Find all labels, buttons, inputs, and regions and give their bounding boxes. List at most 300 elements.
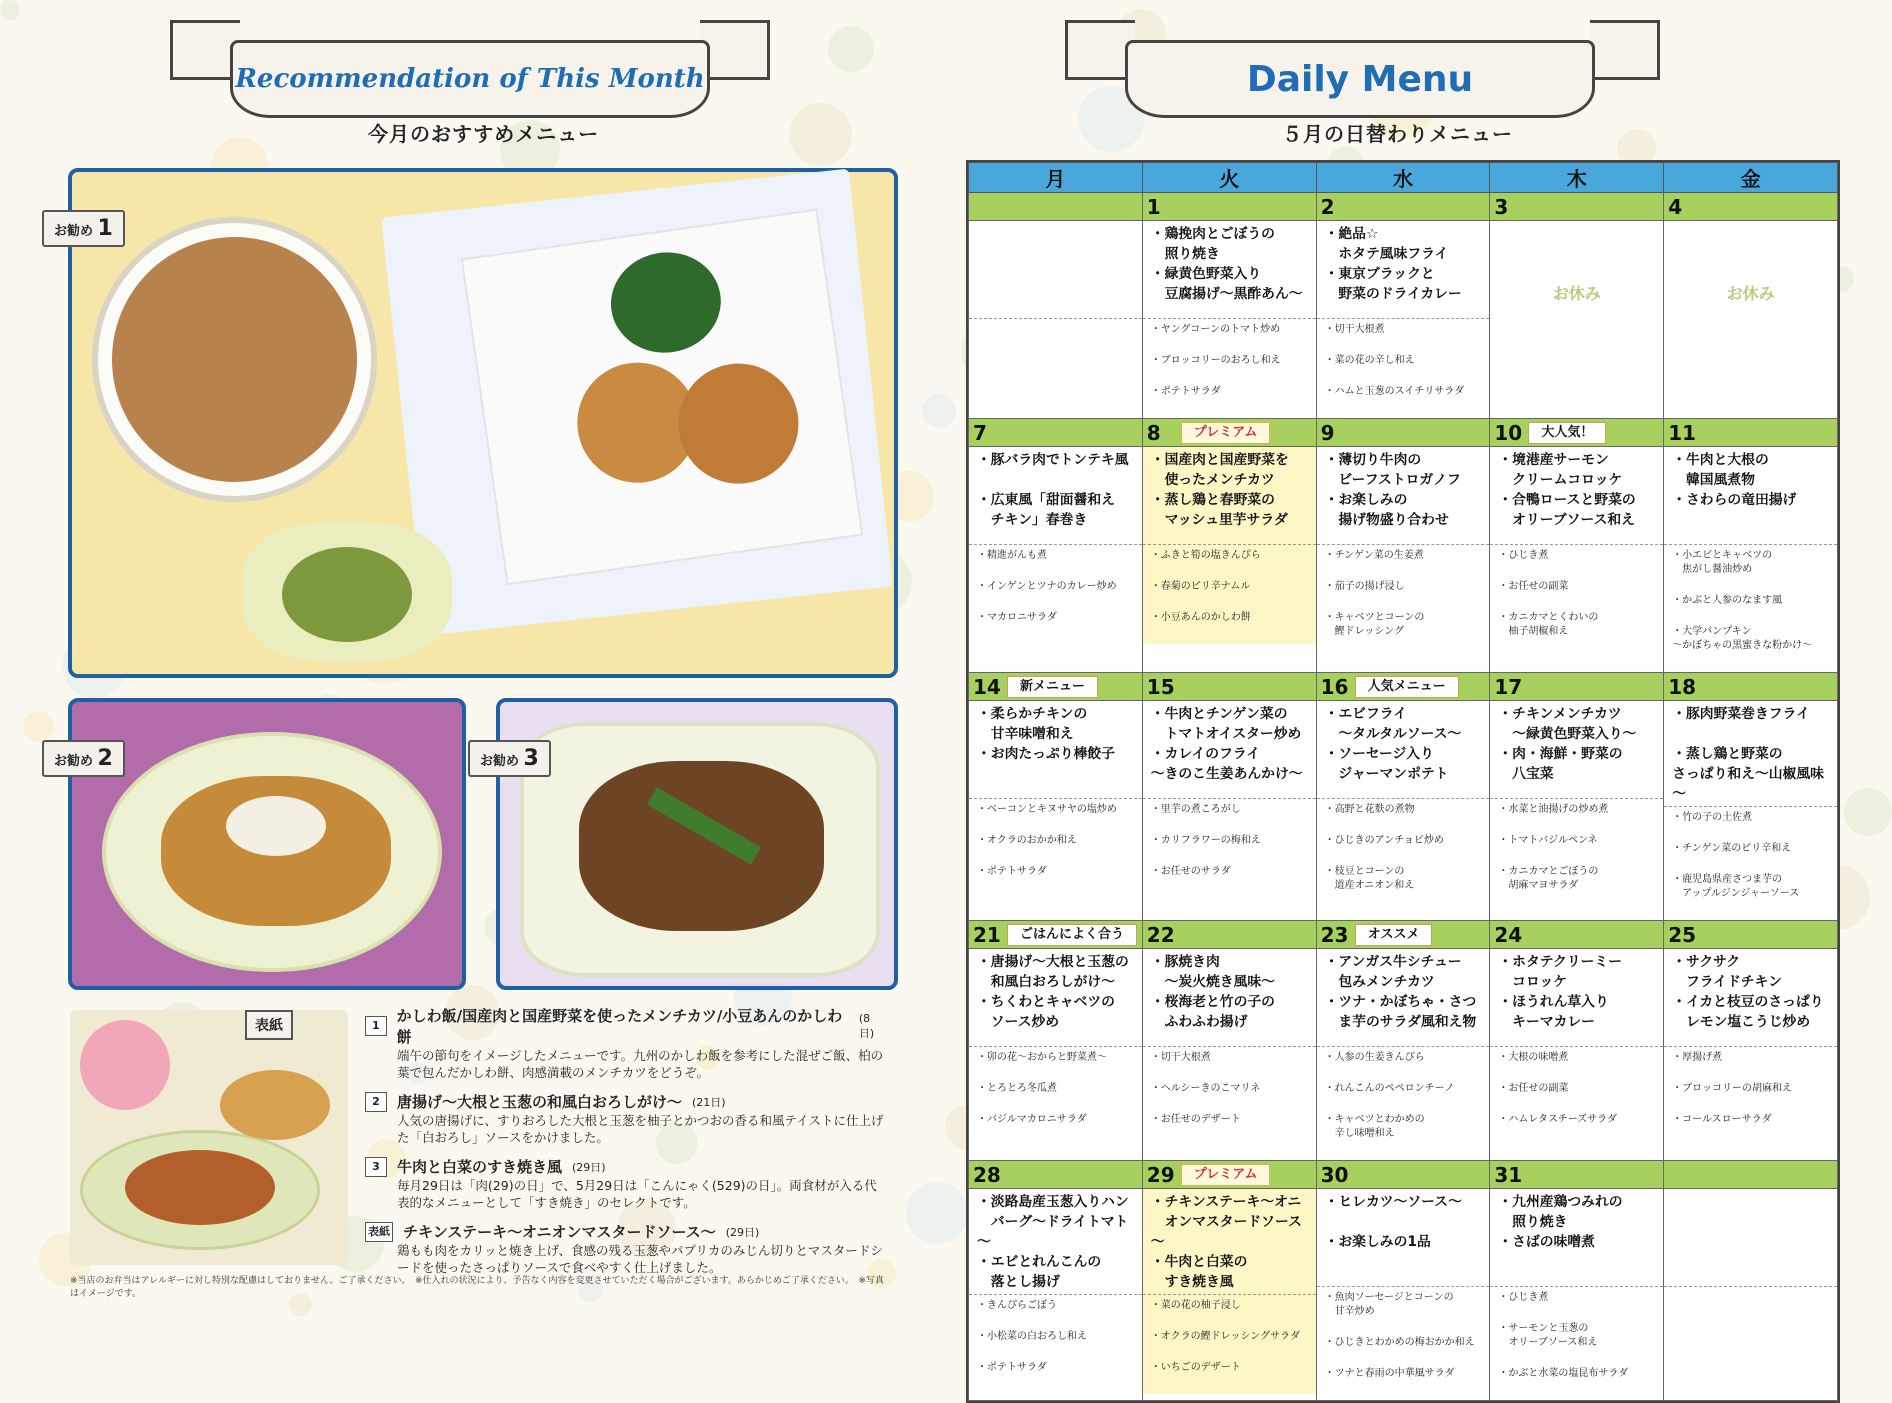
- main-dish-line: ～タルタルソース～: [1324, 726, 1462, 742]
- main-dish-line: ま芋のサラダ風和え物: [1324, 1014, 1477, 1030]
- photo-recommend-1: [68, 168, 898, 678]
- footnote: ※当店のお弁当はアレルギーに対し特別な配慮はしておりません。ご了承ください。 ※仕入れの状況により、予告なく内容を変更させていただく場合がございます。あらかじめご了承ください。 ※写真はイメージです。: [70, 1276, 884, 1299]
- day-header: [1143, 1161, 1316, 1189]
- main-dish-line: さっぱり和え～山椒風味～: [1672, 766, 1824, 802]
- closed-label: お休み: [1726, 284, 1775, 303]
- left-page: [0, 0, 940, 1330]
- day-number: 16: [1320, 675, 1349, 699]
- day-number: 30: [1320, 1163, 1349, 1187]
- day-badge: オススメ: [1355, 924, 1433, 946]
- calendar-day-cell: [969, 419, 1143, 673]
- side-dish-line: ・ひじきとわかめの梅おかか和え: [1324, 1337, 1475, 1348]
- main-dish-line: ・牛肉と大根の: [1672, 452, 1769, 468]
- main-dish-line: 照り焼き: [1498, 1214, 1568, 1230]
- side-dish-line: ・インゲンとツナのカレー炒め: [977, 581, 1117, 592]
- day-header: [1490, 419, 1663, 447]
- main-dish-line: ・柔らかチキンの: [977, 706, 1088, 722]
- day-header: [1664, 673, 1837, 701]
- calendar-day-cell: [1664, 1161, 1838, 1401]
- tag-recommend-3: お勧め 3: [468, 740, 551, 777]
- main-dishes: [1143, 949, 1316, 1047]
- description-date: (8日): [858, 1011, 875, 1040]
- main-dishes: [969, 447, 1142, 545]
- side-dish-line: ・ヘルシーきのこマリネ: [1150, 1083, 1261, 1094]
- day-number: 24: [1494, 923, 1523, 947]
- calendar-day-cell: [1142, 419, 1316, 673]
- side-dish-line: ・キャベツとわかめの 辛し味噌和え: [1324, 1114, 1425, 1139]
- description-text: 端午の節句をイメージしたメニューです。九州のかしわ飯を参考にした混ぜご飯、柏の葉で包んだかしわ餅、肉感満載のメンチカツをどうぞ。: [397, 1048, 884, 1080]
- side-dish-line: ・カニカマとくわいの 柚子胡椒和え: [1498, 612, 1599, 637]
- daily-menu-banner: [1125, 40, 1595, 118]
- main-dishes: [969, 1189, 1142, 1295]
- side-dishes: [969, 1047, 1142, 1146]
- day-badge: 人気メニュー: [1355, 676, 1459, 698]
- side-dish-line: ・切干大根煮: [1150, 1052, 1211, 1063]
- main-dish-line: ・カレイのフライ: [1150, 746, 1261, 762]
- side-dishes: [1317, 1047, 1490, 1160]
- main-dish-line: 韓国風煮物: [1672, 472, 1755, 488]
- side-dish-line: ・ハムと玉葱のスイチリサラダ: [1324, 386, 1465, 397]
- day-badge: ごはんによく合う: [1007, 924, 1137, 946]
- main-dishes: [1143, 221, 1316, 319]
- side-dishes: [1317, 545, 1490, 658]
- main-dish-line: ・鶏挽肉とごぼうの: [1150, 226, 1275, 242]
- side-dish-line: ・ハムレタスチーズサラダ: [1498, 1114, 1617, 1125]
- main-dishes: [1664, 447, 1837, 545]
- side-dish-line: ・チンゲン菜の生姜煮: [1324, 550, 1424, 561]
- side-dish-line: ・菜の花の柚子浸し: [1150, 1300, 1241, 1311]
- main-dish-line: マッシュ里芋サラダ: [1150, 512, 1288, 528]
- side-dish-line: ・厚揚げ煮: [1672, 1052, 1723, 1063]
- karaage-plate: [102, 732, 442, 972]
- main-dishes: [1490, 1189, 1663, 1287]
- side-dish-line: ・大学パンプキン ～かぼちゃの黒蜜きな粉かけ～: [1672, 626, 1813, 651]
- side-dish-line: ・小エビとキャベツの 焦がし醤油炒め: [1672, 550, 1773, 575]
- side-dish-line: ・高野と花麩の煮物: [1324, 804, 1415, 815]
- main-dishes: [1490, 949, 1663, 1047]
- description-item: [365, 1005, 885, 1081]
- main-dish-line: ・薄切り牛肉の: [1324, 452, 1422, 468]
- main-dish-line: ・蒸し鶏と春野菜の: [1150, 492, 1275, 508]
- recommendation-subtitle: 今月のおすすめメニュー: [368, 122, 600, 146]
- side-dish-line: ・いちごのデザート: [1150, 1362, 1241, 1373]
- day-number: 22: [1146, 923, 1175, 947]
- calendar-day-cell: [1490, 1161, 1664, 1401]
- weekday-header: 月: [969, 163, 1143, 193]
- main-dish-line: 使ったメンチカツ: [1150, 472, 1275, 488]
- day-header: [1317, 419, 1490, 447]
- day-number: 15: [1146, 675, 1175, 699]
- main-dish-line: [977, 470, 1138, 490]
- main-dishes: [1317, 701, 1490, 799]
- side-dishes: [1664, 1287, 1837, 1293]
- tag-recommend-2: お勧め 2: [42, 740, 125, 777]
- description-item: [365, 1221, 885, 1276]
- day-number: 2: [1320, 195, 1335, 219]
- calendar-week-row: [969, 673, 1838, 921]
- weekday-header: 水: [1316, 163, 1490, 193]
- day-number: 11: [1668, 421, 1697, 445]
- calendar-day-cell: [1664, 193, 1838, 419]
- menu-calendar: [966, 160, 1840, 1403]
- day-header: [969, 193, 1142, 221]
- day-number: 1: [1146, 195, 1161, 219]
- description-date: (29日): [725, 1225, 760, 1239]
- calendar-day-cell: [1664, 921, 1838, 1161]
- side-dishes: [1490, 545, 1663, 658]
- calendar-day-cell: [1664, 673, 1838, 921]
- side-dish-line: ・カニカマとごぼうの 胡麻マヨサラダ: [1498, 866, 1599, 891]
- day-number: 9: [1320, 421, 1335, 445]
- side-dish-line: ・オクラのおかか和え: [977, 835, 1077, 846]
- main-dish-line: ・チキンメンチカツ: [1498, 706, 1622, 722]
- side-dish-line: ・トマトバジルペンネ: [1498, 835, 1598, 846]
- main-dish-line: ・お楽しみの1品: [1324, 1234, 1431, 1250]
- day-header: [1664, 419, 1837, 447]
- main-dishes: [1490, 701, 1663, 799]
- side-dish-line: ・ふきと筍の塩きんぴら: [1150, 550, 1261, 561]
- description-date: (29日): [572, 1160, 606, 1174]
- side-dish-line: ・かぶと水菜の塩昆布サラダ: [1498, 1368, 1629, 1379]
- day-header: [1143, 419, 1316, 447]
- day-header: [1664, 921, 1837, 949]
- day-number: 4: [1668, 195, 1683, 219]
- side-dish-line: ・里芋の煮ころがし: [1150, 804, 1241, 815]
- main-dish-line: オリーブソース和え: [1498, 512, 1635, 528]
- side-dishes: [1664, 545, 1837, 672]
- main-dish-line: 揚げ物盛り合わせ: [1324, 512, 1449, 528]
- main-dish-line: ビーフストロガノフ: [1324, 472, 1461, 488]
- calendar-day-cell: [1316, 1161, 1490, 1401]
- main-dish-line: ・エビとれんこんの: [977, 1254, 1102, 1270]
- main-dish-line: ・お肉たっぷり棒餃子: [977, 746, 1115, 762]
- calendar-day-cell: [1490, 673, 1664, 921]
- recommendation-banner-title: Recommendation of This Month: [235, 64, 705, 94]
- banner-ribbon-end-right: [1590, 20, 1660, 80]
- main-dish-line: ・イカと枝豆のさっぱり: [1672, 994, 1824, 1010]
- side-dish-line: ・ベーコンとキヌサヤの塩炒め: [977, 804, 1117, 815]
- description-title: かしわ飯/国産肉と国産野菜を使ったメンチカツ/小豆あんのかしわ餅: [396, 1007, 843, 1046]
- side-dish-line: ・春菊のピリ辛ナムル: [1150, 581, 1251, 592]
- main-dish-line: ・合鴨ロースと野菜の: [1498, 492, 1636, 508]
- main-dishes: [1317, 1189, 1490, 1287]
- side-dish-line: ・ポテトサラダ: [977, 866, 1047, 877]
- calendar-week-row: [969, 1161, 1838, 1401]
- side-dish-line: ・人参の生姜きんぴら: [1324, 1052, 1425, 1063]
- calendar-day-cell: [1142, 193, 1316, 419]
- main-dish-line: 照り焼き: [1150, 246, 1220, 262]
- day-number: 17: [1494, 675, 1523, 699]
- main-dish-line: ・ツナ・かぼちゃ・さつ: [1324, 994, 1477, 1010]
- day-header: [1664, 193, 1837, 221]
- tag-recommend-1: お勧め 1: [42, 210, 125, 247]
- main-dish-line: [1498, 1252, 1659, 1272]
- description-number: 3: [365, 1157, 387, 1177]
- side-dish-line: ・マカロニサラダ: [977, 612, 1057, 623]
- day-number: 10: [1494, 421, 1523, 445]
- main-dish-line: 甘辛味噌和え: [977, 726, 1074, 742]
- day-header: [1143, 193, 1316, 221]
- main-dishes: [969, 221, 1142, 319]
- day-number: 8: [1146, 421, 1161, 445]
- recommendation-banner: [230, 40, 710, 118]
- main-dish-line: ・サクサク: [1672, 954, 1741, 970]
- main-dishes: [1664, 1189, 1837, 1287]
- day-header: [1143, 673, 1316, 701]
- side-dish-line: ・れんこんのペペロンチーノ: [1324, 1083, 1455, 1094]
- side-dish-line: ・切干大根煮: [1324, 324, 1385, 335]
- main-dish-line: コロッケ: [1498, 974, 1568, 990]
- main-dish-line: 八宝菜: [1498, 766, 1554, 782]
- main-dish-line: ・ほうれん草入り: [1498, 994, 1609, 1010]
- day-number: 31: [1494, 1163, 1523, 1187]
- main-dish-line: [1325, 1252, 1486, 1272]
- main-dishes: [1317, 447, 1490, 545]
- main-dish-line: ・エビフライ: [1324, 706, 1407, 722]
- side-dishes: [1317, 799, 1490, 912]
- side-dish-line: ・鹿児島県産さつま芋の アップルジンジャーソース: [1672, 874, 1800, 899]
- day-number: 14: [973, 675, 1001, 699]
- side-dish-line: ・小松菜の白おろし和え: [977, 1331, 1087, 1342]
- day-header: [1490, 921, 1663, 949]
- day-number: 28: [973, 1163, 1001, 1187]
- side-dishes: [1317, 1287, 1490, 1400]
- description-item: [365, 1091, 885, 1146]
- main-dish-line: 和風白おろしがけ～: [977, 974, 1115, 990]
- main-dish-line: [1672, 724, 1833, 744]
- main-dish-line: ・淡路島産玉葱入りハン: [977, 1194, 1129, 1210]
- side-dish-line: ・水菜と油揚げの炒め煮: [1498, 804, 1609, 815]
- day-header: [1143, 921, 1316, 949]
- main-dish-line: ・東京ブラックと: [1324, 266, 1435, 282]
- calendar-day-cell: [1142, 921, 1316, 1161]
- main-dishes: [1143, 701, 1316, 799]
- day-header: [969, 673, 1142, 701]
- main-dishes: [1317, 949, 1490, 1047]
- side-dish-line: ・小豆あんのかしわ餅: [1150, 612, 1251, 623]
- side-dish-line: ・菜の花の辛し和え: [1324, 355, 1415, 366]
- main-dishes: [969, 949, 1142, 1047]
- side-dishes: [1490, 1047, 1663, 1146]
- side-dish-line: ・お任せの副菜: [1498, 581, 1569, 592]
- side-dish-line: ・カリフラワーの梅和え: [1150, 835, 1261, 846]
- day-header: [1490, 193, 1663, 221]
- side-dish-line: ・ヤングコーンのトマト炒め: [1150, 324, 1281, 335]
- side-dish-line: ・ブロッコリーの胡麻和え: [1672, 1083, 1792, 1094]
- description-number: 表紙: [365, 1222, 393, 1242]
- side-dish-line: ・大根の味噌煮: [1498, 1052, 1569, 1063]
- main-dish-line: ・豚肉野菜巻きフライ: [1672, 706, 1810, 722]
- side-dish-line: ・ポテトサラダ: [1150, 386, 1221, 397]
- day-header: [969, 419, 1142, 447]
- main-dish-line: ・国産肉と国産野菜を: [1150, 452, 1289, 468]
- side-dish-line: ・卯の花～おからと野菜煮～: [977, 1052, 1107, 1063]
- day-number: 18: [1668, 675, 1697, 699]
- main-dish-line: ソース炒め: [977, 1014, 1060, 1030]
- side-dish-line: ・キャベツとコーンの 鰹ドレッシング: [1324, 612, 1425, 637]
- day-badge: 新メニュー: [1007, 676, 1098, 698]
- main-dish-line: 野菜のドライカレー: [1324, 286, 1462, 302]
- main-dishes: [1664, 701, 1837, 807]
- day-header: [1664, 1161, 1837, 1189]
- side-dishes: [1490, 1287, 1663, 1400]
- side-dishes: [1143, 319, 1316, 418]
- main-dish-line: [1672, 510, 1833, 530]
- side-dish-line: ・かぶと人参のなます風: [1672, 595, 1783, 606]
- main-dish-line: すき焼き風: [1150, 1274, 1234, 1290]
- main-dish-line: [1325, 1212, 1486, 1232]
- side-dishes: [1490, 799, 1663, 912]
- description-number: 2: [365, 1092, 387, 1112]
- calendar-week-row: [969, 921, 1838, 1161]
- side-dish-line: ・ひじきのアンチョビ炒め: [1324, 835, 1444, 846]
- day-number: 21: [973, 923, 1001, 947]
- photo-recommend-2: [68, 698, 466, 990]
- day-header: [1317, 193, 1490, 221]
- main-dish-line: ・九州産鶏つみれの: [1498, 1194, 1623, 1210]
- day-number: 7: [973, 421, 987, 445]
- calendar-day-cell: [969, 673, 1143, 921]
- main-dish-line: トマトオイスター炒め: [1150, 726, 1302, 742]
- main-dish-line: ・緑黄色野菜入り: [1150, 266, 1262, 282]
- side-dishes: [969, 1295, 1142, 1394]
- calendar-day-cell: [1490, 419, 1664, 673]
- day-header: [969, 1161, 1142, 1189]
- main-dish-line: ・チキンステーキ～オニ: [1150, 1194, 1302, 1210]
- main-dish-line: ふわふわ揚げ: [1150, 1014, 1248, 1030]
- side-dish-line: ・きんぴらごぼう: [977, 1300, 1057, 1311]
- description-date: (21日): [692, 1095, 726, 1109]
- description-text: 人気の唐揚げに、すりおろした大根と玉葱を柚子とかつおの香る和風テイストに仕上げた「白おろし」ソースをかけました。: [397, 1113, 884, 1145]
- weekday-header-row: [969, 163, 1838, 193]
- day-header: [1317, 921, 1490, 949]
- side-dish-line: ・ブロッコリーのおろし和え: [1150, 355, 1281, 366]
- side-dish-line: ・お任せの副菜: [1498, 1083, 1569, 1094]
- main-dish-line: ジャーマンポテト: [1324, 766, 1449, 782]
- side-dishes: [1664, 807, 1837, 920]
- day-badge: プレミアム: [1181, 1164, 1271, 1186]
- main-dish-line: ～きのこ生姜あんかけ～: [1150, 766, 1303, 782]
- main-dishes: [1664, 949, 1837, 1047]
- day-header: [1490, 673, 1663, 701]
- kashiwa-mochi-dish: [242, 522, 452, 662]
- white-plate: [461, 209, 863, 586]
- side-dishes: [1664, 1047, 1837, 1146]
- main-dish-line: ・広東風「甜面醤和え: [977, 492, 1115, 508]
- side-dishes: [1143, 799, 1316, 898]
- calendar-day-cell: [1490, 921, 1664, 1161]
- side-dish-line: ・お任せのサラダ: [1150, 866, 1231, 877]
- calendar-day-cell: [969, 193, 1143, 419]
- side-dish-line: ・とろとろ冬瓜煮: [977, 1083, 1057, 1094]
- calendar-day-cell: [1664, 419, 1838, 673]
- weekday-header: 木: [1490, 163, 1664, 193]
- side-dishes: [969, 545, 1142, 644]
- main-dish-line: ・牛肉とチンゲン菜の: [1150, 706, 1288, 722]
- weekday-header: 金: [1664, 163, 1838, 193]
- side-dishes: [1143, 545, 1316, 644]
- recommendation-descriptions: [365, 1005, 885, 1286]
- calendar-day-cell: [1142, 1161, 1316, 1401]
- description-item: [365, 1156, 885, 1211]
- main-dish-line: クリームコロッケ: [1498, 472, 1623, 488]
- description-title: チキンステーキ～オニオンマスタードソース～: [403, 1223, 716, 1241]
- main-dish-line: ・さわらの竜田揚げ: [1672, 492, 1797, 508]
- side-dish-line: ・ツナと春雨の中華風サラダ: [1324, 1368, 1455, 1379]
- main-dish-line: ・さばの味噌煮: [1498, 1234, 1595, 1250]
- description-text: 毎月29日は「肉(29)の日」で、5月29日は「こんにゃく(529)の日」。両食材が入る代表的なメニューとして「すき焼き」のセレクトです。: [397, 1178, 877, 1210]
- day-header: [1317, 1161, 1490, 1189]
- banner-ribbon-end-right: [700, 20, 770, 80]
- calendar-day-cell: [1316, 419, 1490, 673]
- side-dishes: [969, 799, 1142, 898]
- main-dish-line: ・唐揚げ～大根と玉葱の: [977, 954, 1129, 970]
- main-dish-line: ・牛肉と白菜の: [1150, 1254, 1248, 1270]
- main-dish-line: ホタテ風味フライ: [1324, 246, 1449, 262]
- main-dish-line: ・ホタテクリーミー: [1498, 954, 1623, 970]
- main-dish-line: ・桜海老と竹の子の: [1150, 994, 1275, 1010]
- main-dish-line: キーマカレー: [1498, 1014, 1595, 1030]
- kashiwa-meshi-bowl: [92, 217, 377, 502]
- main-dish-line: ～炭火焼き風味～: [1150, 974, 1275, 990]
- main-dish-line: ・肉・海鮮・野菜の: [1498, 746, 1623, 762]
- main-dishes: [969, 701, 1142, 799]
- daily-menu-banner-title: Daily Menu: [1246, 58, 1474, 100]
- day-badge: プレミアム: [1181, 422, 1271, 444]
- side-dishes: [1143, 1295, 1316, 1394]
- day-header: [1490, 1161, 1663, 1189]
- side-dish-line: ・チンゲン菜のピリ辛和え: [1672, 843, 1792, 854]
- cover-tag: 表紙: [245, 1010, 293, 1040]
- main-dish-line: ・ちくわとキャベツの: [977, 994, 1115, 1010]
- main-dish-line: ・境港産サーモン: [1498, 452, 1609, 468]
- description-title: 唐揚げ～大根と玉葱の和風白おろしがけ～: [397, 1093, 683, 1111]
- side-dish-line: ・精進がんも煮: [977, 550, 1047, 561]
- side-dish-line: ・枝豆とコーンの 道産オニオン和え: [1324, 866, 1415, 891]
- side-dish-line: ・サーモンと玉葱の オリーブソース和え: [1498, 1323, 1598, 1348]
- main-dish-line: ・蒸し鶏と野菜の: [1672, 746, 1783, 762]
- side-dish-line: ・ポテトサラダ: [977, 1362, 1047, 1373]
- day-header: [969, 921, 1142, 949]
- main-dish-line: ・アンガス牛シチュー: [1324, 954, 1462, 970]
- photo-recommend-3: [496, 698, 898, 990]
- description-text: 鶏もも肉をカリッと焼き上げ、食感の残る玉葱やパプリカのみじん切りとマスタードシードを使ったさっぱりソースで食べやすく仕上げました。: [397, 1243, 883, 1275]
- side-dishes: [1143, 1047, 1316, 1146]
- side-dish-line: ・コールスローサラダ: [1672, 1114, 1772, 1125]
- side-dish-line: ・魚肉ソーセージとコーンの 甘辛炒め: [1324, 1292, 1454, 1317]
- day-number: 3: [1494, 195, 1509, 219]
- cover-photo: [70, 1010, 348, 1265]
- calendar-day-cell: [1490, 193, 1664, 419]
- main-dish-line: 豆腐揚げ～黒酢あん～: [1150, 286, 1303, 302]
- main-dish-line: ・豚焼き肉: [1150, 954, 1220, 970]
- main-dish-line: ・豚バラ肉でトンテキ風: [977, 452, 1129, 468]
- calendar-day-cell: [1316, 673, 1490, 921]
- main-dish-line: ・ソーセージ入り: [1324, 746, 1434, 762]
- side-dish-line: ・ひじき煮: [1498, 1292, 1549, 1303]
- main-dish-line: オンマスタードソース～: [1150, 1214, 1302, 1250]
- side-dish-line: ・バジルマカロニサラダ: [977, 1114, 1087, 1125]
- main-dish-line: ～緑黄色野菜入り～: [1498, 726, 1637, 742]
- main-dish-line: レモン塩こうじ炒め: [1672, 1014, 1811, 1030]
- closed-label: お休み: [1552, 284, 1601, 303]
- side-dish-line: ・竹の子の土佐煮: [1672, 812, 1753, 823]
- weekday-header: 火: [1142, 163, 1316, 193]
- calendar-day-cell: [1316, 193, 1490, 419]
- daily-menu-subtitle: ５月の日替わりメニュー: [1282, 122, 1513, 146]
- side-dish-line: ・オクラの鰹ドレッシングサラダ: [1150, 1331, 1300, 1342]
- main-dishes: [1143, 1189, 1316, 1295]
